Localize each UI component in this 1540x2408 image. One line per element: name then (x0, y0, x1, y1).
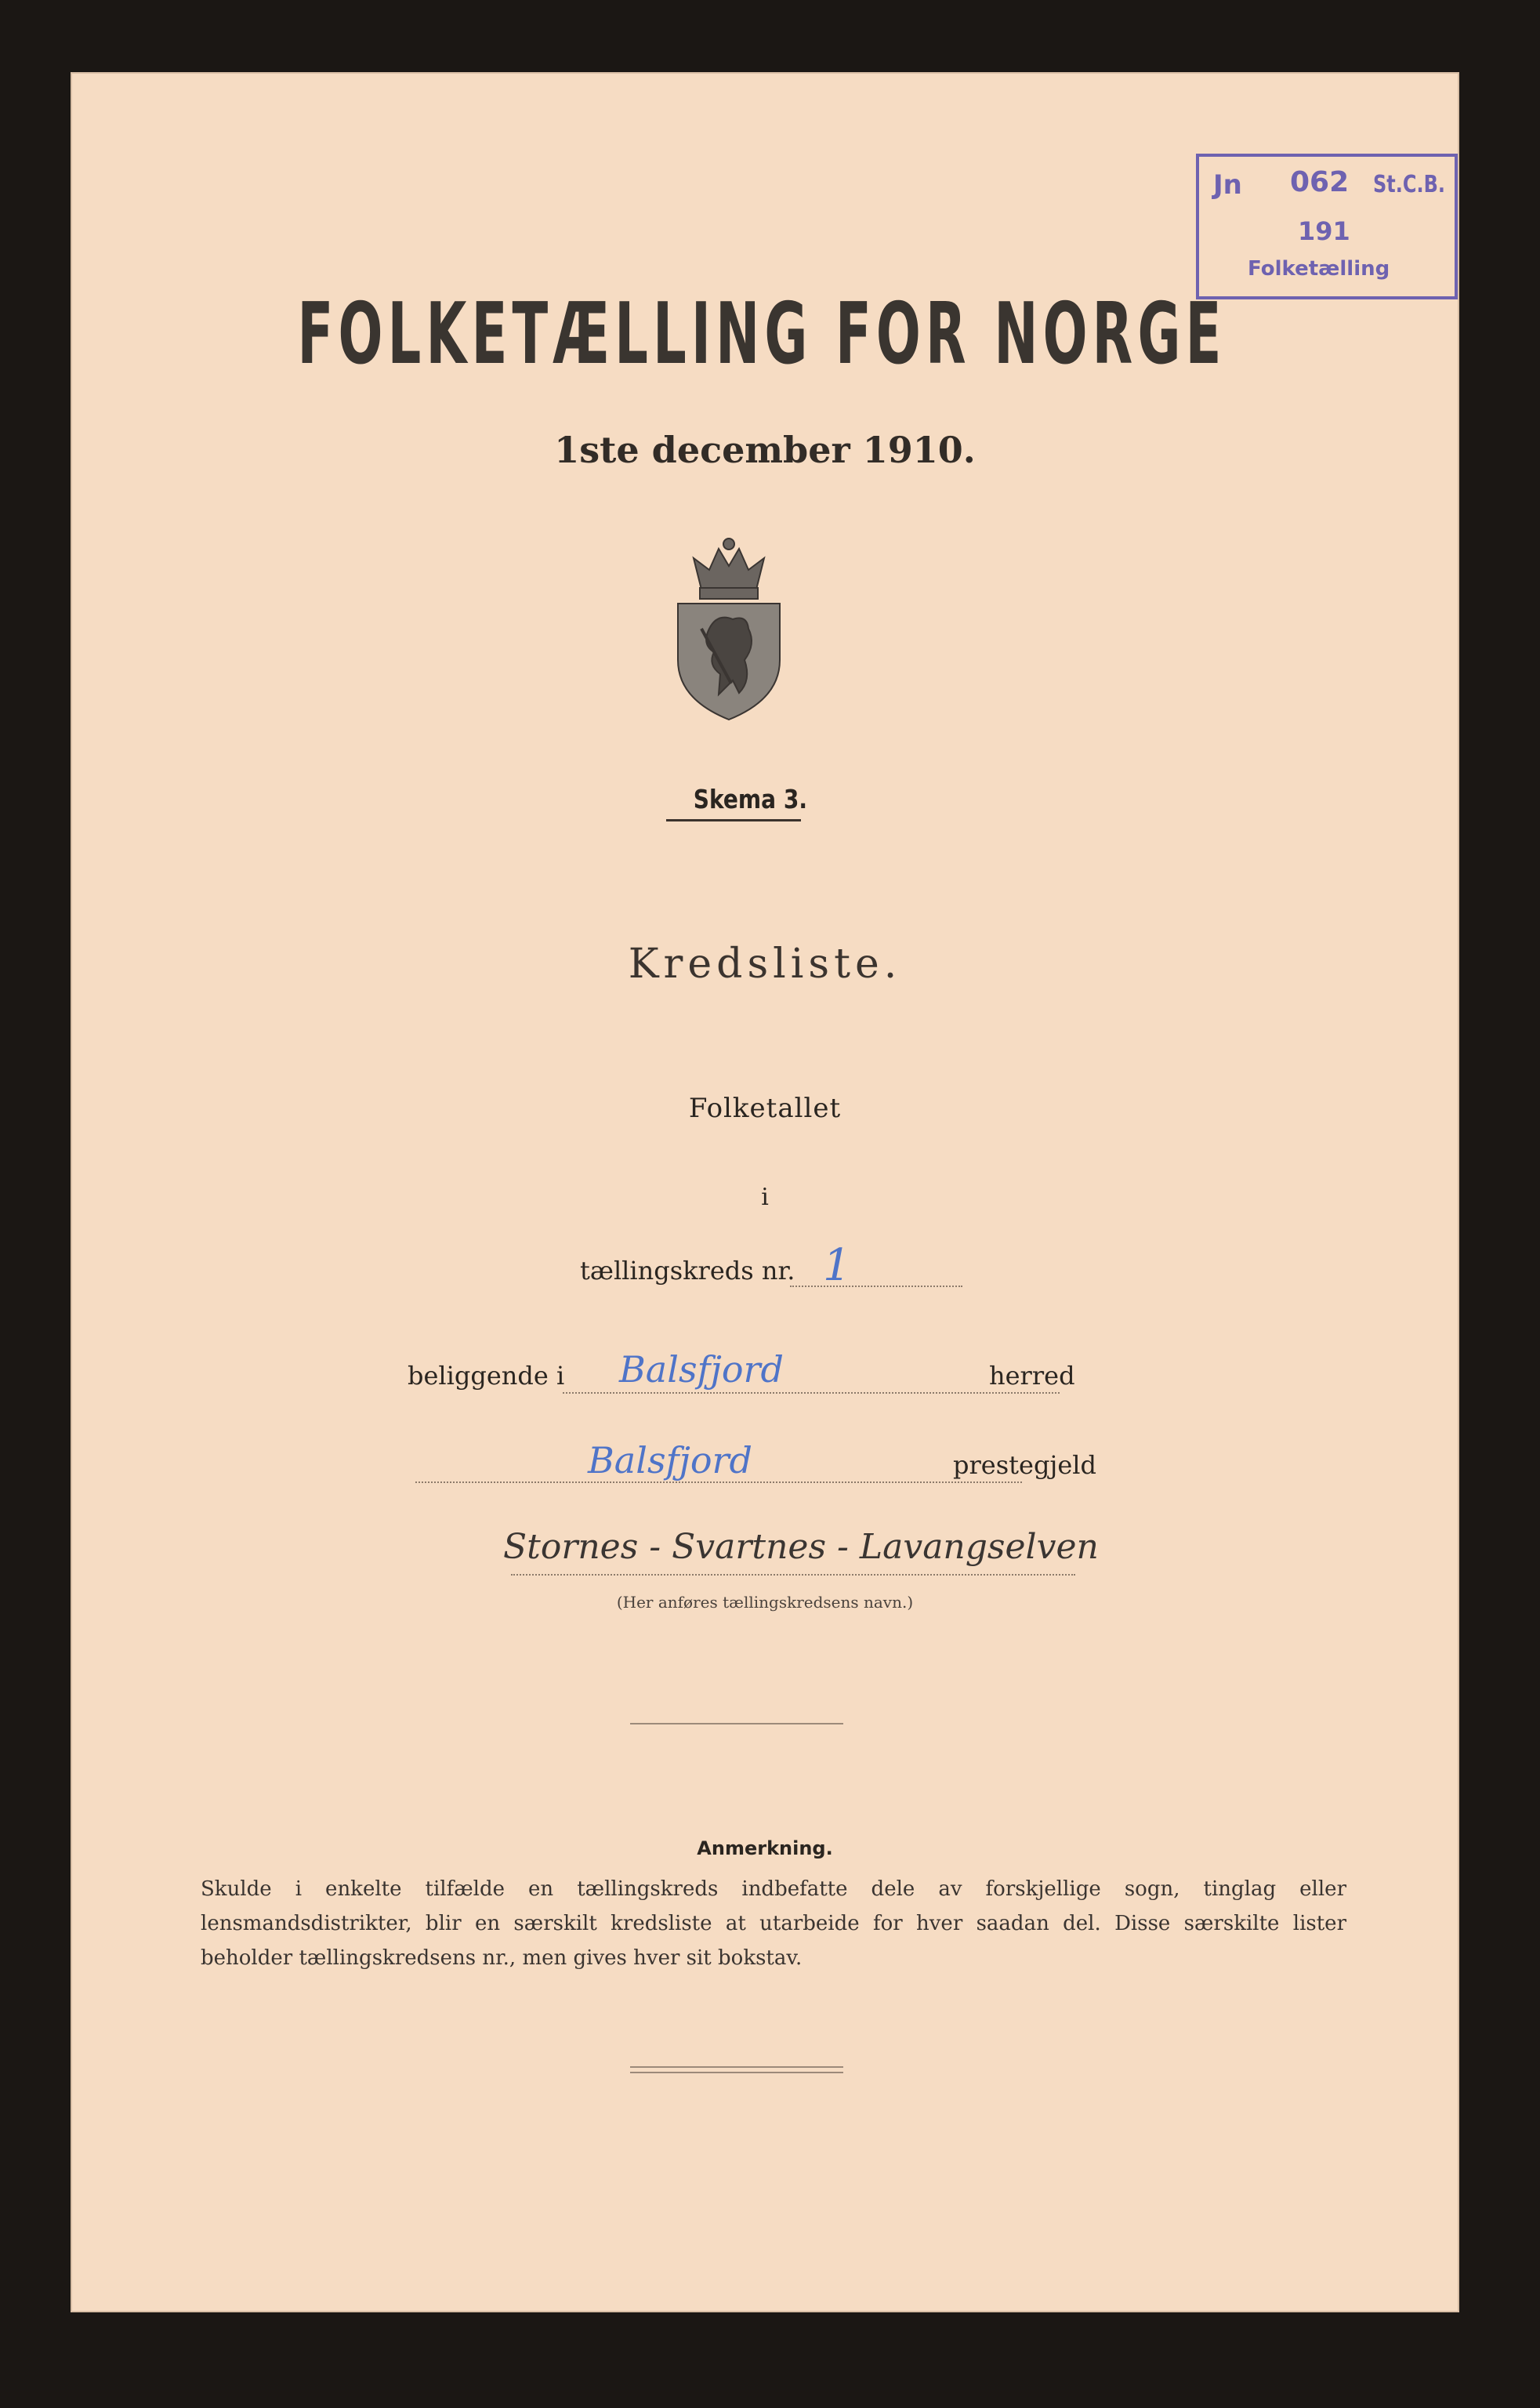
note-title: Anmerkning. (697, 1837, 833, 1859)
census-form-page (71, 72, 1459, 2312)
preposition-label: i (761, 1184, 769, 1211)
parish-value: Balsfjord (588, 1439, 752, 1481)
schema-label: Skema 3. (693, 784, 808, 814)
footer-divider-bottom (630, 2072, 843, 2073)
district-number-label: tællingskreds nr. (580, 1256, 795, 1286)
schema-underline (666, 819, 801, 821)
norwegian-coat-of-arms-icon (670, 527, 788, 723)
district-name-line (511, 1574, 1075, 1576)
archive-stamp (1196, 154, 1458, 299)
page-title: FOLKETÆLLING FOR NORGE (297, 285, 1227, 383)
district-name-value: Stornes - Svartnes - Lavangselven (503, 1527, 1099, 1567)
parish-label: prestegjeld (953, 1450, 1096, 1480)
section-divider (630, 1723, 843, 1724)
located-in-label: beliggende i (408, 1361, 565, 1391)
stamp-archive-code: St.C.B. (1373, 171, 1446, 198)
form-heading: Kredsliste. (628, 941, 902, 988)
stamp-year: 191 (1298, 216, 1350, 246)
stamp-prefix: Jn (1213, 169, 1242, 201)
parish-line (415, 1481, 1022, 1483)
municipality-value: Balsfjord (619, 1348, 784, 1391)
district-name-caption: (Her anføres tællingskredsens navn.) (616, 1593, 914, 1612)
population-label: Folketallet (688, 1093, 842, 1124)
municipality-label: herred (989, 1361, 1075, 1391)
note-text: Skulde i enkelte tilfælde en tællingskreds indbefatte dele av forskjellige sogn, tinglag eller lensmandsdistrikter, blir en særskilt kredsliste at utarbeide for hver saadan del. Disse særskilte lister beholder tællingskredsens nr., men gives hver sit bokstav. (201, 1877, 1346, 1970)
footer-divider-top (630, 2066, 843, 2068)
census-date: 1ste december 1910. (554, 429, 976, 471)
district-number-line (790, 1286, 962, 1287)
stamp-label: Folketælling (1248, 257, 1390, 281)
stamp-number: 062 (1290, 166, 1350, 198)
municipality-line (563, 1392, 1060, 1394)
district-number-value: 1 (823, 1240, 851, 1291)
